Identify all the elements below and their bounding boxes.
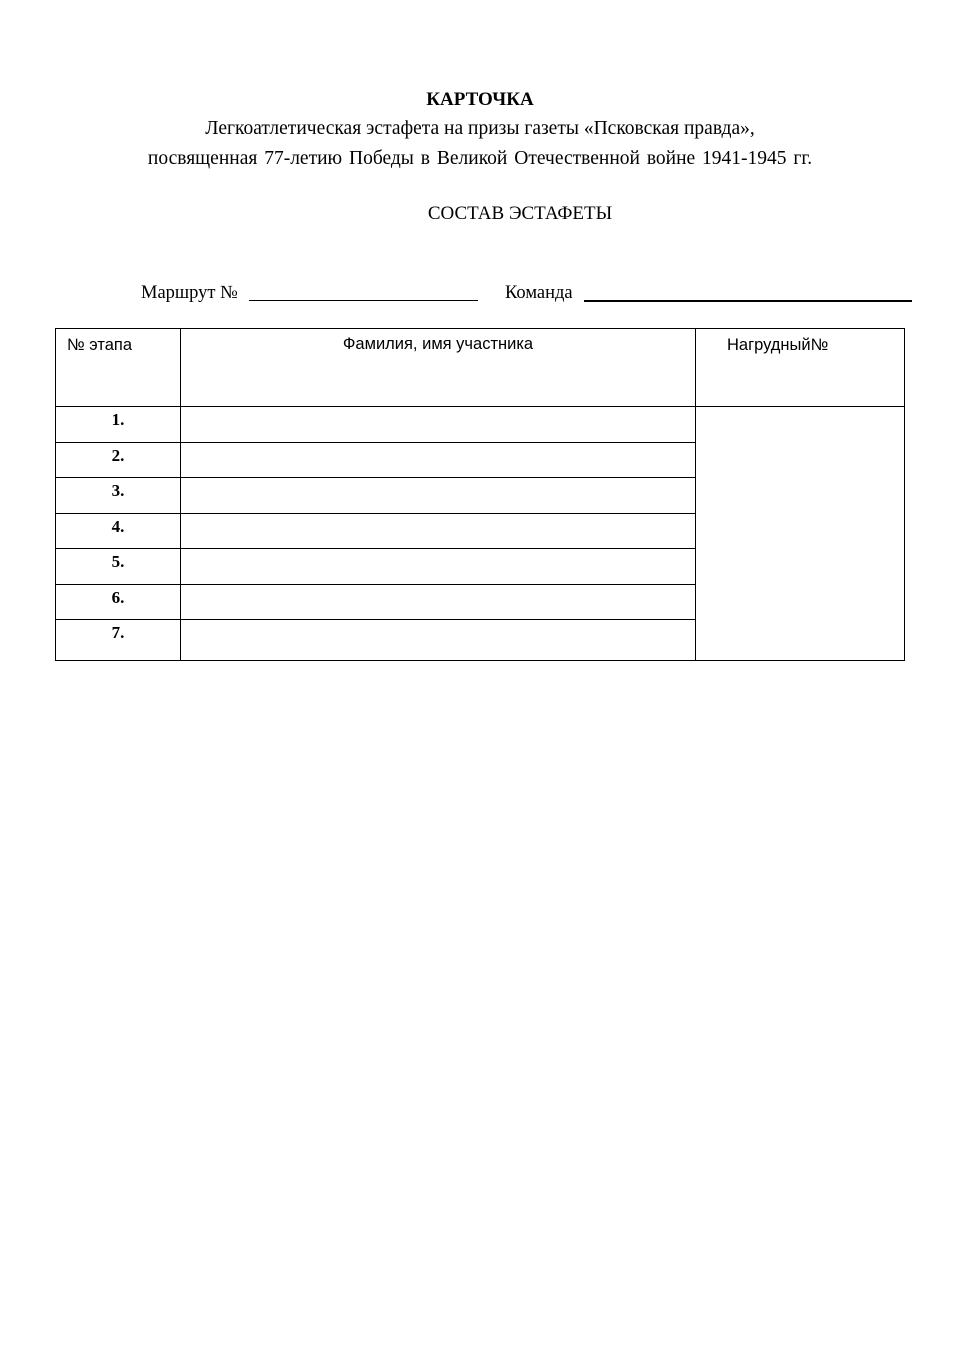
participant-name-cell[interactable] <box>181 407 696 443</box>
team-label: Команда <box>505 283 573 303</box>
event-description-line-1: Легкоатлетическая эстафета на призы газеты «Псковская правда», <box>205 118 755 139</box>
participant-name-cell[interactable] <box>181 478 696 514</box>
participant-name-cell[interactable] <box>181 549 696 585</box>
stage-number: 5. <box>56 549 181 585</box>
participant-name-column-header: Фамилия, имя участника <box>181 329 696 407</box>
stage-number: 4. <box>56 514 181 549</box>
stage-number: 1. <box>56 407 181 443</box>
relay-table <box>55 328 905 661</box>
participant-name-cell[interactable] <box>181 620 696 661</box>
stage-number: 3. <box>56 478 181 514</box>
table-row <box>56 407 905 443</box>
card-title: КАРТОЧКА <box>426 89 534 110</box>
stage-number: 2. <box>56 443 181 478</box>
stage-number: 6. <box>56 585 181 620</box>
stage-number: 7. <box>56 620 181 661</box>
bib-number-cell[interactable] <box>696 407 905 661</box>
route-number-field[interactable] <box>249 300 478 301</box>
participant-name-cell[interactable] <box>181 443 696 478</box>
event-description-line-2: посвященная 77-летию Победы в Великой Отечественной войне 1941-1945 гг. <box>147 148 813 169</box>
relay-composition-heading: СОСТАВ ЭСТАФЕТЫ <box>427 203 613 224</box>
table-header-row <box>56 329 905 407</box>
route-label: Маршрут № <box>141 283 238 303</box>
team-name-field[interactable] <box>584 300 912 302</box>
bib-number-column-header: Нагрудный№ <box>696 329 905 407</box>
participant-name-cell[interactable] <box>181 585 696 620</box>
participant-name-cell[interactable] <box>181 514 696 549</box>
stage-column-header: № этапа <box>56 329 181 407</box>
